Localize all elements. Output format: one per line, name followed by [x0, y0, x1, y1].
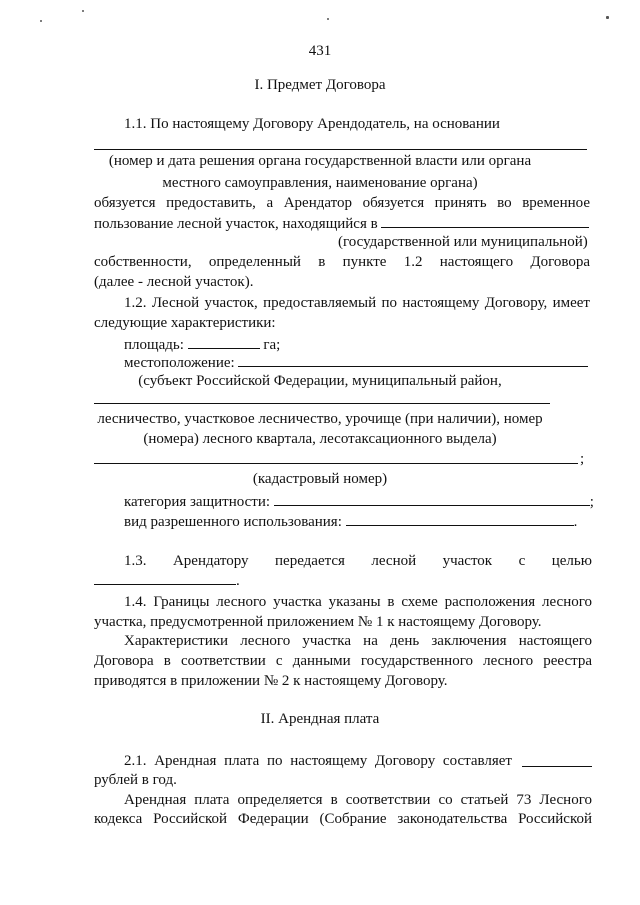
- clause-1-3: [124, 552, 592, 570]
- characteristics-2: Договора в соответствии с данными государственного лесного реестра: [94, 653, 592, 669]
- purpose-end: .: [236, 573, 240, 589]
- semicolon: ;: [580, 451, 585, 467]
- blank-line: [94, 149, 587, 150]
- note-authority-1: (номер и дата решения органа государственной власти или органа: [108, 153, 532, 169]
- section-title-subject: I. Предмет Договора: [254, 77, 386, 93]
- clause-1-1-ownership: собственности, определенный в пункте 1.2 настоящего Договора: [94, 254, 590, 270]
- clause-text: пользование лесной участок, находящийся в: [94, 216, 378, 232]
- location-field: [238, 352, 588, 367]
- use-end: .: [573, 514, 578, 530]
- use-field: [346, 511, 574, 526]
- note-ownership: (государственной или муниципальной): [338, 234, 588, 250]
- note-forestry-1: лесничество, участковое лесничество, урочище (при наличии), номер: [97, 411, 543, 427]
- clause-2-2: Арендная плата определяется в соответствии со статьей 73 Лесного: [124, 792, 592, 808]
- scan-speck: [82, 10, 84, 12]
- note-forestry-2: (номера) лесного квартала, лесотаксационного выдела): [143, 431, 497, 447]
- clause-2-2-cont: кодекса Российской Федерации (Собрание законодательства Российской: [94, 811, 592, 827]
- area-label: площадь:: [124, 337, 184, 353]
- clause-2-1: [124, 752, 592, 770]
- clause-2-1-cont: рублей в год.: [94, 772, 177, 788]
- purpose-field: [94, 570, 236, 585]
- clause-1-1-cont: обязуется предоставить, а Арендатор обязуется принять во временное: [94, 195, 590, 211]
- word: участок: [442, 553, 493, 569]
- clause-1-2: 1.2. Лесной участок, предоставляемый по настоящему Договору, имеет: [124, 295, 590, 311]
- word: Арендатору: [172, 553, 249, 569]
- protection-row: [124, 491, 594, 511]
- clause-1-1: 1.1. По настоящему Договору Арендодатель, на основании: [124, 116, 500, 132]
- clause-1-3-cont: [94, 570, 240, 590]
- blank-line: [94, 403, 550, 404]
- word: с: [518, 553, 526, 569]
- area-row: [124, 334, 280, 354]
- location-label: местоположение:: [124, 355, 235, 371]
- scan-speck: [606, 16, 609, 19]
- protection-end: ;: [589, 494, 594, 510]
- protection-label: категория защитности:: [124, 494, 271, 510]
- clause-1-4: 1.4. Границы лесного участка указаны в схеме расположения лесного: [124, 594, 592, 610]
- characteristics-3: приводятся в приложении № 2 к настоящему Договору.: [94, 673, 448, 689]
- area-unit: га;: [263, 337, 281, 353]
- rent-field: [522, 752, 592, 767]
- protection-field: [274, 491, 590, 506]
- use-label: вид разрешенного использования:: [124, 514, 342, 530]
- area-field: [188, 334, 260, 349]
- clause-1-1-end: (далее - лесной участок).: [94, 274, 254, 290]
- clause-1-4-cont: участка, предусмотренной приложением № 1 к настоящему Договору.: [94, 614, 542, 630]
- location-row: [124, 352, 588, 372]
- page-number: 431: [308, 43, 332, 59]
- use-row: [124, 511, 577, 531]
- blank-line: [94, 463, 578, 464]
- word: целью: [551, 553, 592, 569]
- scan-speck: [40, 20, 42, 22]
- word: передается: [275, 553, 345, 569]
- clause-1-2-cont: следующие характеристики:: [94, 315, 276, 331]
- blank-field: [381, 213, 589, 228]
- clause-text: 2.1. Арендная плата по настоящему Договору составляет: [124, 753, 512, 769]
- word: лесной: [371, 553, 417, 569]
- clause-1-1-cont-2: [94, 213, 589, 233]
- note-region: (субъект Российской Федерации, муниципальный район,: [138, 373, 502, 389]
- note-authority-2: местного самоуправления, наименование органа): [162, 175, 478, 191]
- word: 1.3.: [124, 553, 147, 569]
- section-title-rent: II. Арендная плата: [260, 711, 380, 727]
- characteristics-1: Характеристики лесного участка на день заключения настоящего: [124, 633, 592, 649]
- scan-speck: [327, 18, 329, 20]
- note-cadastral: (кадастровый номер): [252, 471, 388, 487]
